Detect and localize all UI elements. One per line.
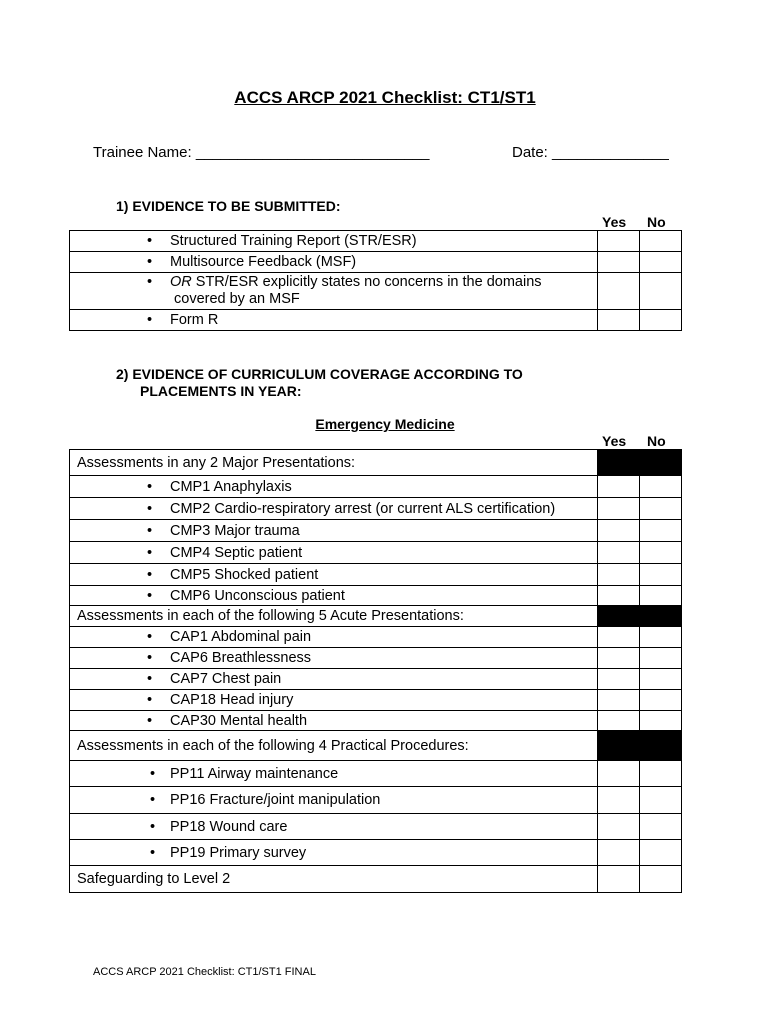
emergency-medicine-subheading: Emergency Medicine — [315, 416, 455, 432]
table-row — [70, 731, 682, 761]
yes-checkbox[interactable] — [598, 648, 640, 669]
no-checkbox[interactable] — [640, 669, 682, 690]
list-item: • Multisource Feedback (MSF) — [70, 252, 598, 273]
list-item: • PP11 Airway maintenance — [70, 761, 598, 787]
table-row — [70, 476, 682, 498]
no-checkbox[interactable] — [640, 231, 682, 252]
no-checkbox[interactable] — [640, 476, 682, 498]
section2-yes-header: Yes — [602, 433, 627, 449]
yes-checkbox[interactable] — [598, 711, 640, 731]
table-row — [70, 761, 682, 787]
list-item: • CAP6 Breathlessness — [70, 648, 598, 669]
table-row — [70, 542, 682, 564]
list-item: • CMP2 Cardio-respiratory arrest (or current ALS certification) — [70, 498, 598, 520]
list-item: • CMP3 Major trauma — [70, 520, 598, 542]
table-row — [70, 840, 682, 866]
major-presentations-label: Assessments in any 2 Major Presentations: — [70, 450, 598, 476]
table-row — [70, 310, 682, 331]
yes-checkbox[interactable] — [598, 252, 640, 273]
table-row — [70, 648, 682, 669]
blocked-cell — [640, 731, 682, 761]
table-row — [70, 498, 682, 520]
section2-heading-line2: PLACEMENTS IN YEAR: — [140, 383, 302, 399]
no-checkbox[interactable] — [640, 866, 682, 893]
table-row — [70, 627, 682, 648]
no-checkbox[interactable] — [640, 627, 682, 648]
table-row — [70, 252, 682, 273]
trainee-name-label: Trainee Name: — [93, 144, 192, 161]
list-item-continuation: covered by an MSF — [174, 291, 300, 307]
table-row — [70, 520, 682, 542]
list-item: • CMP4 Septic patient — [70, 542, 598, 564]
yes-checkbox[interactable] — [598, 476, 640, 498]
yes-checkbox[interactable] — [598, 866, 640, 893]
table-row — [70, 787, 682, 814]
list-item: • CAP7 Chest pain — [70, 669, 598, 690]
no-checkbox[interactable] — [640, 310, 682, 331]
list-item: • CMP5 Shocked patient — [70, 564, 598, 586]
yes-checkbox[interactable] — [598, 814, 640, 840]
yes-checkbox[interactable] — [598, 761, 640, 787]
section1-no-header: No — [647, 214, 666, 230]
no-checkbox[interactable] — [640, 711, 682, 731]
trainee-name-field[interactable] — [93, 144, 429, 161]
yes-checkbox[interactable] — [598, 586, 640, 606]
date-blank[interactable]: ______________ — [552, 144, 669, 161]
yes-checkbox[interactable] — [598, 310, 640, 331]
list-item-text: STR/ESR explicitly states no concerns in the domains — [191, 274, 542, 290]
blocked-cell — [640, 606, 682, 627]
no-checkbox[interactable] — [640, 814, 682, 840]
date-field[interactable] — [512, 144, 669, 161]
list-item — [70, 273, 598, 310]
table-row — [70, 450, 682, 476]
no-checkbox[interactable] — [640, 840, 682, 866]
document-title: ACCS ARCP 2021 Checklist: CT1/ST1 — [234, 88, 536, 107]
evidence-table — [69, 230, 682, 331]
no-checkbox[interactable] — [640, 690, 682, 711]
yes-checkbox[interactable] — [598, 273, 640, 310]
list-item: • CAP30 Mental health — [70, 711, 598, 731]
yes-checkbox[interactable] — [598, 520, 640, 542]
section1-heading: 1) EVIDENCE TO BE SUBMITTED: — [116, 198, 341, 214]
table-row — [70, 564, 682, 586]
no-checkbox[interactable] — [640, 520, 682, 542]
safeguarding-label: Safeguarding to Level 2 — [70, 866, 598, 893]
list-item: • CAP1 Abdominal pain — [70, 627, 598, 648]
no-checkbox[interactable] — [640, 787, 682, 814]
no-checkbox[interactable] — [640, 761, 682, 787]
table-row — [70, 711, 682, 731]
list-item: • CAP18 Head injury — [70, 690, 598, 711]
list-item: • Structured Training Report (STR/ESR) — [70, 231, 598, 252]
list-item: • Form R — [70, 310, 598, 331]
list-item: • PP16 Fracture/joint manipulation — [70, 787, 598, 814]
yes-checkbox[interactable] — [598, 669, 640, 690]
yes-checkbox[interactable] — [598, 231, 640, 252]
yes-checkbox[interactable] — [598, 690, 640, 711]
yes-checkbox[interactable] — [598, 840, 640, 866]
no-checkbox[interactable] — [640, 273, 682, 310]
table-row — [70, 814, 682, 840]
section2-no-header: No — [647, 433, 666, 449]
list-item: • PP19 Primary survey — [70, 840, 598, 866]
yes-checkbox[interactable] — [598, 787, 640, 814]
yes-checkbox[interactable] — [598, 498, 640, 520]
table-row — [70, 586, 682, 606]
table-row — [70, 669, 682, 690]
table-row — [70, 231, 682, 252]
blocked-cell — [598, 606, 640, 627]
section1-yes-header: Yes — [602, 214, 627, 230]
yes-checkbox[interactable] — [598, 564, 640, 586]
or-emphasis: OR — [170, 274, 192, 290]
blocked-cell — [640, 450, 682, 476]
date-label: Date: — [512, 144, 548, 161]
list-item: • CMP1 Anaphylaxis — [70, 476, 598, 498]
section2-heading-line1: 2) EVIDENCE OF CURRICULUM COVERAGE ACCORDING TO — [116, 366, 523, 382]
list-item: • PP18 Wound care — [70, 814, 598, 840]
page-footer: ACCS ARCP 2021 Checklist: CT1/ST1 FINAL — [93, 966, 316, 978]
list-item: • CMP6 Unconscious patient — [70, 586, 598, 606]
table-row — [70, 273, 682, 310]
acute-presentations-label: Assessments in each of the following 5 Acute Presentations: — [70, 606, 598, 627]
no-checkbox[interactable] — [640, 586, 682, 606]
trainee-name-blank[interactable]: ____________________________ — [195, 144, 430, 161]
no-checkbox[interactable] — [640, 542, 682, 564]
no-checkbox[interactable] — [640, 252, 682, 273]
curriculum-table — [69, 449, 682, 893]
no-checkbox[interactable] — [640, 648, 682, 669]
table-row — [70, 866, 682, 893]
practical-procedures-label: Assessments in each of the following 4 Practical Procedures: — [70, 731, 598, 761]
blocked-cell — [598, 731, 640, 761]
yes-checkbox[interactable] — [598, 627, 640, 648]
no-checkbox[interactable] — [640, 498, 682, 520]
table-row — [70, 606, 682, 627]
no-checkbox[interactable] — [640, 564, 682, 586]
table-row — [70, 690, 682, 711]
yes-checkbox[interactable] — [598, 542, 640, 564]
blocked-cell — [598, 450, 640, 476]
